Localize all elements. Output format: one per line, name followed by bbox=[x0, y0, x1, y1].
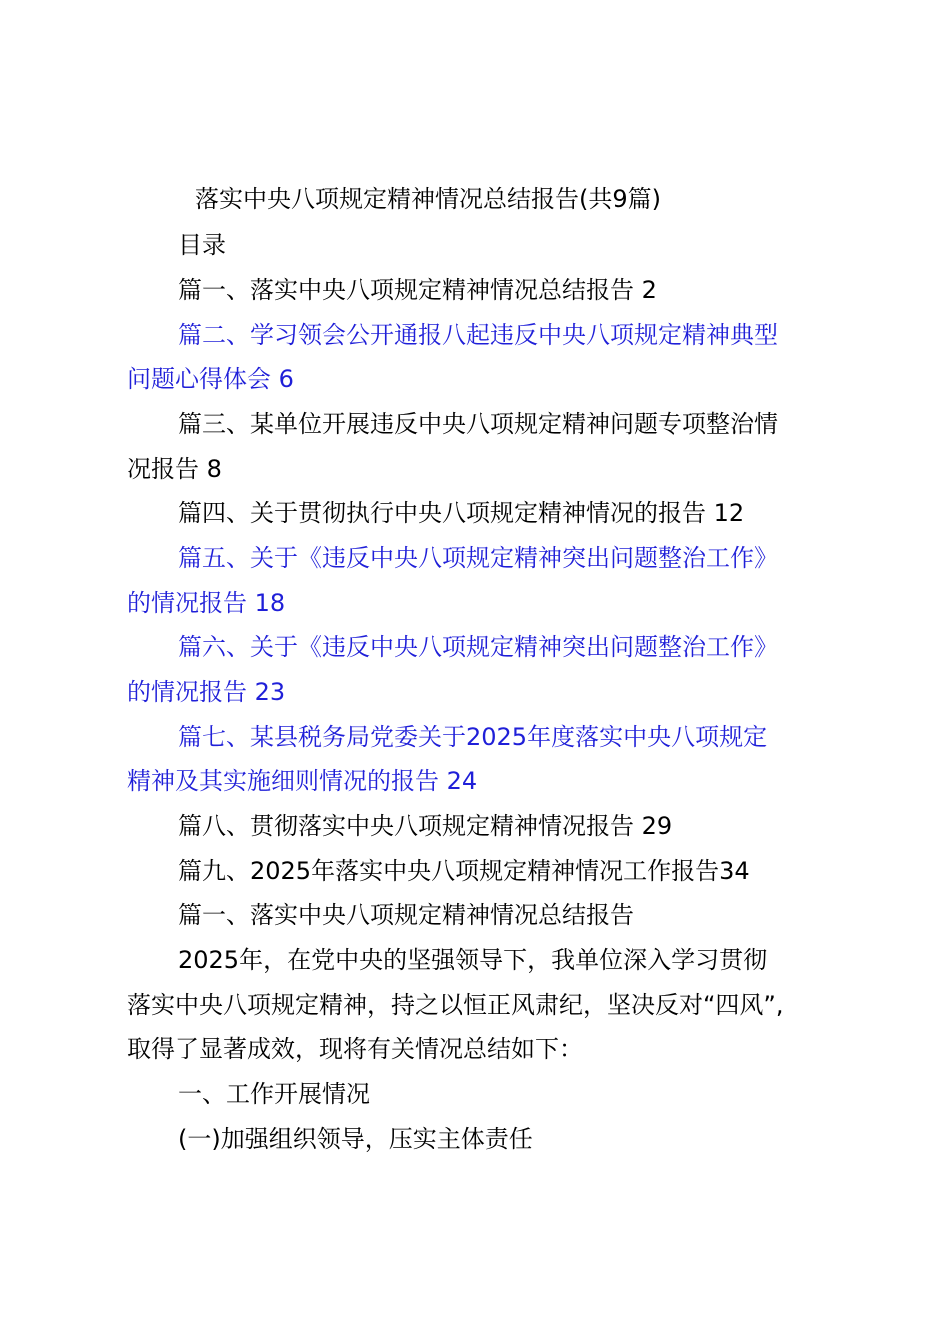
toc-entry-7[interactable]: 篇七、某县税务局党委关于2025年度落实中央八项规定 bbox=[178, 723, 768, 751]
toc-entry-4[interactable]: 篇四、关于贯彻执行中央八项规定精神情况的报告 12 bbox=[178, 499, 745, 527]
toc-heading: 目录 bbox=[178, 231, 226, 259]
toc-entry-6-cont[interactable]: 的情况报告 23 bbox=[127, 678, 286, 706]
toc-entry-2[interactable]: 篇二、学习领会公开通报八起违反中央八项规定精神典型 bbox=[178, 321, 778, 349]
toc-entry-9[interactable]: 篇九、2025年落实中央八项规定精神情况工作报告34 bbox=[178, 857, 750, 885]
body-paragraph-line-3: 取得了显著成效，现将有关情况总结如下： bbox=[127, 1035, 583, 1063]
body-paragraph-line-2: 落实中央八项规定精神，持之以恒正风肃纪，坚决反对“四风”, bbox=[127, 991, 784, 1019]
heading-level-1: 一、工作开展情况 bbox=[178, 1080, 370, 1108]
section-title: 篇一、落实中央八项规定精神情况总结报告 bbox=[178, 901, 634, 929]
toc-entry-1[interactable]: 篇一、落实中央八项规定精神情况总结报告 2 bbox=[178, 276, 657, 304]
toc-entry-3-cont[interactable]: 况报告 8 bbox=[127, 455, 222, 483]
toc-entry-8[interactable]: 篇八、贯彻落实中央八项规定精神情况报告 29 bbox=[178, 812, 673, 840]
toc-entry-3[interactable]: 篇三、某单位开展违反中央八项规定精神问题专项整治情 bbox=[178, 410, 778, 438]
document-title: 落实中央八项规定精神情况总结报告(共9篇) bbox=[195, 185, 661, 213]
toc-entry-2-cont[interactable]: 问题心得体会 6 bbox=[127, 365, 294, 393]
toc-entry-5[interactable]: 篇五、关于《违反中央八项规定精神突出问题整治工作》 bbox=[178, 544, 778, 572]
body-paragraph-line-1: 2025年，在党中央的坚强领导下，我单位深入学习贯彻 bbox=[178, 946, 768, 974]
toc-entry-5-cont[interactable]: 的情况报告 18 bbox=[127, 589, 286, 617]
toc-entry-6[interactable]: 篇六、关于《违反中央八项规定精神突出问题整治工作》 bbox=[178, 633, 778, 661]
toc-entry-7-cont[interactable]: 精神及其实施细则情况的报告 24 bbox=[127, 767, 478, 795]
heading-level-2: (一)加强组织领导，压实主体责任 bbox=[178, 1125, 533, 1153]
